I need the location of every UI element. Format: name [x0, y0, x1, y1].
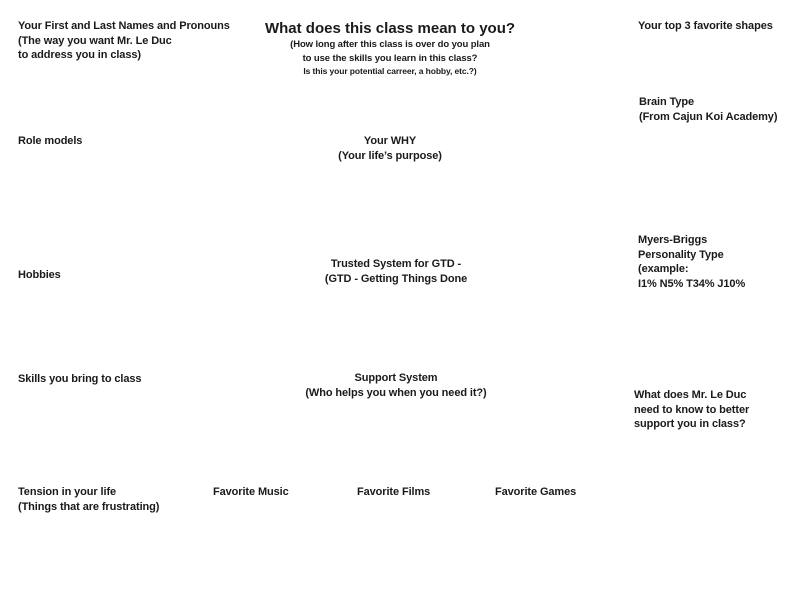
class-meaning-line2: to use the skills you learn in this class?	[302, 52, 478, 64]
teacher-needs-line1: What does Mr. Le Duc	[634, 389, 747, 401]
brain-type-line2: (From Cajun Koi Academy)	[639, 110, 778, 123]
myers-briggs-line3: (example:	[638, 263, 689, 275]
names-prompt-line3: to address you in class)	[18, 49, 141, 61]
favorite-music-prompt: Favorite Music	[213, 486, 289, 498]
brain-type-prompt	[639, 95, 777, 124]
tension-prompt	[18, 485, 159, 514]
class-meaning-line1: (How long after this class is over do you plan	[290, 39, 490, 50]
myers-briggs-line2: Personality Type	[638, 248, 724, 261]
support-system-line2: (Who helps you when you need it?)	[305, 386, 487, 399]
gtd-line1: Trusted System for GTD -	[330, 258, 462, 270]
tension-line2: (Things that are frustrating)	[18, 500, 160, 513]
class-meaning-prompt	[240, 20, 540, 77]
myers-briggs-line1: Myers-Briggs	[638, 234, 708, 246]
names-prompt-line2: (The way you want Mr. Le Duc	[18, 34, 172, 47]
myers-briggs-line4: I1% N5% T34% J10%	[638, 277, 746, 290]
your-why-prompt	[290, 134, 490, 163]
names-prompt	[18, 19, 230, 63]
teacher-needs-line3: support you in class?	[634, 418, 746, 430]
myers-briggs-prompt	[638, 233, 745, 291]
your-why-line2: (Your life’s purpose)	[338, 149, 442, 162]
class-meaning-title: What does this class mean to you?	[264, 20, 516, 37]
your-why-line1: Your WHY	[363, 135, 417, 147]
support-system-line1: Support System	[354, 372, 438, 384]
brain-type-line1: Brain Type	[639, 96, 695, 108]
favorite-games-prompt: Favorite Games	[495, 486, 577, 498]
class-meaning-line3: Is this your potential carreer, a hobby, etc.?)	[303, 66, 477, 76]
gtd-line2: (GTD - Getting Things Done	[324, 272, 468, 285]
tension-line1: Tension in your life	[18, 486, 117, 498]
names-prompt-line1: Your First and Last Names and Pronouns	[18, 20, 230, 32]
teacher-needs-prompt	[634, 388, 749, 432]
gtd-prompt	[276, 257, 516, 286]
favorite-films-prompt: Favorite Films	[357, 486, 431, 498]
hobbies-prompt: Hobbies	[18, 269, 61, 281]
teacher-needs-line2: need to know to better	[634, 403, 750, 416]
role-models-prompt: Role models	[18, 135, 83, 147]
favorite-shapes-prompt: Your top 3 favorite shapes	[638, 20, 773, 32]
support-system-prompt	[286, 371, 506, 400]
skills-prompt: Skills you bring to class	[18, 373, 142, 385]
